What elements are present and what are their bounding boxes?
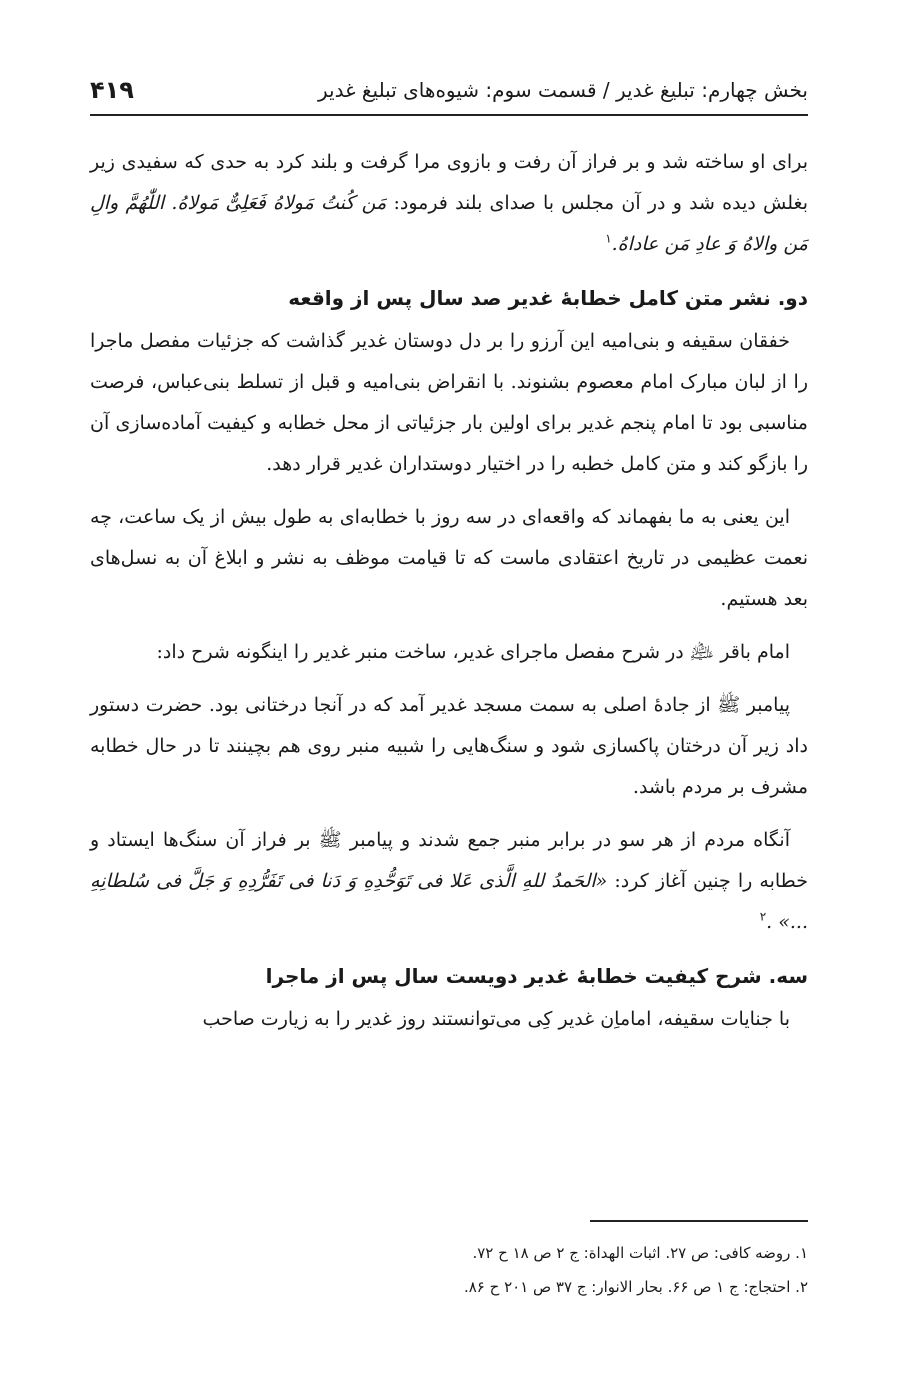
footnote-divider — [590, 1220, 808, 1222]
paragraph-3: این یعنی به ما بفهماند که واقعه‌ای در سه روز با خطابه‌ای به طول بیش از یک ساعت، چه نعمت عظیمی در تاریخ اعتقادی ماست که تا قیامت موظف به نشر و ابلاغ آن به نسل‌های بعد هستیم. — [90, 506, 808, 610]
footnote-ref-2[interactable]: ۲ — [759, 909, 767, 924]
paragraph-2: خفقان سقیفه و بنی‌امیه این آرزو را بر دل دوستان غدیر گذاشت که جزئیات مفصل ماجرا را از لبان مبارک امام معصوم بشنوند. با انقراض بنی‌امیه و قبل از تسلط بنی‌عباس، فرصت مناسبی بود تا امام پنجم غدیر برای اولین بار جزئیاتی از محل خطابه و کیفیت آماده‌سازی آن را بازگو کند و متن کامل خطبه را در اختیار دوستداران غدیر قرار دهد. — [90, 330, 808, 475]
footnote-2: ۲. احتجاج: ج ۱ ص ۶۶. بحار الانوار: ج ۳۷ ص ۲۰۱ ح ۸۶. — [463, 1278, 808, 1296]
page-header — [90, 66, 808, 116]
paragraph-1 — [90, 142, 808, 265]
main-text — [90, 142, 808, 1052]
sermon-quote: «الحَمدُ للهِ الَّذی عَلا فی تَوَحُّدِهِ وَ دَنا فی تَفَرُّدِهِ وَ جَلَّ فی سُلطانِهِ ...» . — [90, 870, 808, 933]
footnotes — [90, 1236, 808, 1304]
paragraph-6-text: آنگاه مردم از هر سو در برابر منبر جمع شدند و پیامبر ﷺ بر فراز آن سنگ‌ها ایستاد و خطابه را چنین آغاز کرد: — [90, 829, 808, 892]
paragraph-1-text: برای او ساخته شد و بر فراز آن رفت و بازوی مرا گرفت و بلند کرد به حدی که سفیدی زیر بغلش دیده شد و در آن مجلس با صدای بلند فرمود: — [90, 151, 808, 214]
running-title: بخش چهارم: تبلیغ غدیر / قسمت سوم: شیوه‌های تبلیغ غدیر — [317, 78, 808, 102]
paragraph-4: امام باقر ﵇ در شرح مفصل ماجرای غدیر، ساخت منبر غدیر را اینگونه شرح داد: — [156, 641, 790, 663]
paragraph-5: پیامبر ﷺ از جادهٔ اصلی به سمت مسجد غدیر آمد که در آنجا درختانی بود. حضرت دستور داد زیر آن درختان پاکسازی شود و سنگ‌هایی را شبیه منبر روی هم بچینند تا در حال خطابه مشرف بر مردم باشد. — [90, 694, 808, 798]
section-heading-three: سه. شرح کیفیت خطابهٔ غدیر دویست سال پس از ماجرا — [265, 964, 808, 988]
hadith-quote: مَن کُنتُ مَولاهُ فَعَلِیٌّ مَولاهُ. اللّٰهُمَّ والِ مَن والاهُ وَ عادِ مَن عاداهُ. — [90, 192, 808, 255]
footnote-ref-1[interactable]: ۱ — [605, 231, 612, 246]
page-number: ۴۱۹ — [90, 76, 134, 104]
paragraph-6 — [90, 820, 808, 943]
paragraph-7: با جنایات سقیفه، اماماِن غدیر کِی می‌توانستند روز غدیر را به زیارت صاحب — [202, 1008, 790, 1030]
footnote-1: ۱. روضه کافی: ص ۲۷. اثبات الهداة: ج ۲ ص ۱۸ ح ۷۲. — [472, 1244, 808, 1262]
section-heading-two: دو. نشر متن کامل خطابهٔ غدیر صد سال پس از واقعه — [288, 286, 808, 310]
